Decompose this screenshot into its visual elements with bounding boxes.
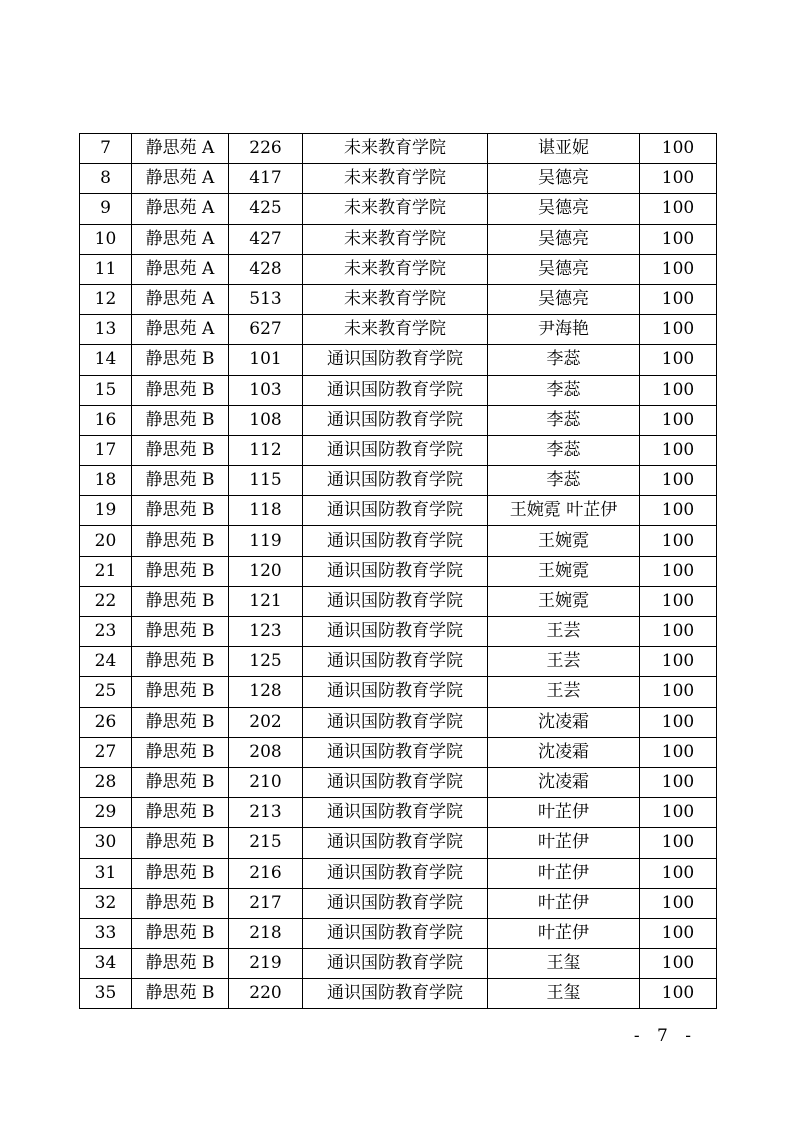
cell-score: 100 <box>640 767 717 797</box>
cell-row-number: 26 <box>80 707 132 737</box>
cell-score: 100 <box>640 828 717 858</box>
cell-room: 121 <box>229 586 303 616</box>
cell-building: 静思苑 A <box>132 284 229 314</box>
cell-row-number: 30 <box>80 828 132 858</box>
cell-teacher: 王婉霓 <box>488 586 640 616</box>
cell-teacher: 谌亚妮 <box>488 134 640 164</box>
cell-teacher: 王玺 <box>488 979 640 1009</box>
cell-row-number: 7 <box>80 134 132 164</box>
table-row <box>80 466 717 496</box>
cell-building: 静思苑 B <box>132 858 229 888</box>
cell-building: 静思苑 A <box>132 134 229 164</box>
cell-building: 静思苑 B <box>132 466 229 496</box>
cell-score: 100 <box>640 647 717 677</box>
cell-college: 通识国防教育学院 <box>303 586 488 616</box>
cell-row-number: 13 <box>80 315 132 345</box>
cell-row-number: 8 <box>80 164 132 194</box>
cell-building: 静思苑 B <box>132 345 229 375</box>
cell-building: 静思苑 A <box>132 164 229 194</box>
cell-teacher: 李蕊 <box>488 345 640 375</box>
cell-room: 417 <box>229 164 303 194</box>
cell-teacher: 王芸 <box>488 677 640 707</box>
cell-room: 428 <box>229 254 303 284</box>
cell-row-number: 19 <box>80 496 132 526</box>
cell-teacher: 沈凌霜 <box>488 707 640 737</box>
table-row <box>80 254 717 284</box>
cell-row-number: 9 <box>80 194 132 224</box>
cell-college: 未来教育学院 <box>303 194 488 224</box>
cell-score: 100 <box>640 284 717 314</box>
cell-teacher: 王婉霓 <box>488 556 640 586</box>
cell-college: 通识国防教育学院 <box>303 888 488 918</box>
cell-room: 215 <box>229 828 303 858</box>
cell-building: 静思苑 A <box>132 254 229 284</box>
cell-college: 通识国防教育学院 <box>303 737 488 767</box>
cell-room: 220 <box>229 979 303 1009</box>
cell-building: 静思苑 B <box>132 888 229 918</box>
cell-row-number: 29 <box>80 798 132 828</box>
cell-building: 静思苑 B <box>132 496 229 526</box>
cell-teacher: 李蕊 <box>488 405 640 435</box>
cell-building: 静思苑 B <box>132 556 229 586</box>
cell-college: 通识国防教育学院 <box>303 858 488 888</box>
cell-college: 未来教育学院 <box>303 224 488 254</box>
cell-row-number: 14 <box>80 345 132 375</box>
cell-building: 静思苑 A <box>132 224 229 254</box>
cell-score: 100 <box>640 979 717 1009</box>
cell-college: 未来教育学院 <box>303 254 488 284</box>
cell-score: 100 <box>640 677 717 707</box>
cell-row-number: 10 <box>80 224 132 254</box>
cell-teacher: 沈凌霜 <box>488 737 640 767</box>
table-row <box>80 224 717 254</box>
cell-building: 静思苑 B <box>132 979 229 1009</box>
cell-score: 100 <box>640 254 717 284</box>
cell-row-number: 22 <box>80 586 132 616</box>
table-row <box>80 767 717 797</box>
cell-teacher: 王婉霓 叶芷伊 <box>488 496 640 526</box>
table-row <box>80 194 717 224</box>
cell-building: 静思苑 B <box>132 707 229 737</box>
cell-row-number: 27 <box>80 737 132 767</box>
cell-college: 通识国防教育学院 <box>303 949 488 979</box>
cell-teacher: 叶芷伊 <box>488 828 640 858</box>
cell-score: 100 <box>640 375 717 405</box>
cell-score: 100 <box>640 345 717 375</box>
cell-row-number: 12 <box>80 284 132 314</box>
cell-score: 100 <box>640 405 717 435</box>
cell-score: 100 <box>640 164 717 194</box>
cell-college: 通识国防教育学院 <box>303 647 488 677</box>
cell-building: 静思苑 B <box>132 918 229 948</box>
cell-college: 通识国防教育学院 <box>303 405 488 435</box>
cell-score: 100 <box>640 858 717 888</box>
cell-room: 425 <box>229 194 303 224</box>
cell-row-number: 28 <box>80 767 132 797</box>
cell-row-number: 32 <box>80 888 132 918</box>
cell-row-number: 16 <box>80 405 132 435</box>
cell-college: 通识国防教育学院 <box>303 375 488 405</box>
cell-building: 静思苑 B <box>132 767 229 797</box>
table-row <box>80 858 717 888</box>
cell-room: 208 <box>229 737 303 767</box>
cell-room: 627 <box>229 315 303 345</box>
cell-building: 静思苑 B <box>132 798 229 828</box>
cell-college: 通识国防教育学院 <box>303 798 488 828</box>
cell-row-number: 11 <box>80 254 132 284</box>
cell-room: 219 <box>229 949 303 979</box>
cell-building: 静思苑 B <box>132 586 229 616</box>
cell-building: 静思苑 B <box>132 737 229 767</box>
cell-score: 100 <box>640 888 717 918</box>
table-row <box>80 918 717 948</box>
cell-row-number: 25 <box>80 677 132 707</box>
cell-college: 通识国防教育学院 <box>303 345 488 375</box>
cell-row-number: 20 <box>80 526 132 556</box>
table-row <box>80 405 717 435</box>
cell-teacher: 吴德亮 <box>488 284 640 314</box>
cell-teacher: 李蕊 <box>488 466 640 496</box>
cell-teacher: 叶芷伊 <box>488 858 640 888</box>
cell-row-number: 15 <box>80 375 132 405</box>
cell-room: 101 <box>229 345 303 375</box>
cell-college: 未来教育学院 <box>303 134 488 164</box>
table-body <box>80 134 717 1009</box>
cell-building: 静思苑 B <box>132 949 229 979</box>
cell-room: 108 <box>229 405 303 435</box>
cell-teacher: 叶芷伊 <box>488 918 640 948</box>
cell-room: 128 <box>229 677 303 707</box>
cell-college: 通识国防教育学院 <box>303 677 488 707</box>
cell-college: 通识国防教育学院 <box>303 617 488 647</box>
cell-building: 静思苑 B <box>132 375 229 405</box>
cell-teacher: 王芸 <box>488 647 640 677</box>
cell-room: 115 <box>229 466 303 496</box>
table-row <box>80 828 717 858</box>
table-row <box>80 556 717 586</box>
table-row <box>80 526 717 556</box>
cell-room: 125 <box>229 647 303 677</box>
table-row <box>80 737 717 767</box>
cell-score: 100 <box>640 949 717 979</box>
cell-row-number: 21 <box>80 556 132 586</box>
cell-room: 202 <box>229 707 303 737</box>
table-row <box>80 949 717 979</box>
cell-building: 静思苑 B <box>132 405 229 435</box>
cell-score: 100 <box>640 466 717 496</box>
cell-college: 未来教育学院 <box>303 164 488 194</box>
cell-teacher: 沈凌霜 <box>488 767 640 797</box>
cell-row-number: 35 <box>80 979 132 1009</box>
table-row <box>80 345 717 375</box>
cell-score: 100 <box>640 194 717 224</box>
cell-building: 静思苑 B <box>132 647 229 677</box>
cell-row-number: 18 <box>80 466 132 496</box>
cell-room: 218 <box>229 918 303 948</box>
cell-score: 100 <box>640 315 717 345</box>
table-row <box>80 435 717 465</box>
table-row <box>80 315 717 345</box>
cell-score: 100 <box>640 556 717 586</box>
cell-room: 210 <box>229 767 303 797</box>
cell-room: 118 <box>229 496 303 526</box>
cell-building: 静思苑 B <box>132 828 229 858</box>
table-row <box>80 798 717 828</box>
table-row <box>80 888 717 918</box>
cell-teacher: 王婉霓 <box>488 526 640 556</box>
cell-room: 427 <box>229 224 303 254</box>
table-row <box>80 647 717 677</box>
cell-teacher: 叶芷伊 <box>488 888 640 918</box>
cell-score: 100 <box>640 435 717 465</box>
cell-college: 通识国防教育学院 <box>303 526 488 556</box>
cell-room: 103 <box>229 375 303 405</box>
cell-score: 100 <box>640 586 717 616</box>
table-row <box>80 707 717 737</box>
cell-score: 100 <box>640 737 717 767</box>
table-row <box>80 677 717 707</box>
cell-building: 静思苑 B <box>132 435 229 465</box>
table-row <box>80 134 717 164</box>
cell-building: 静思苑 B <box>132 526 229 556</box>
cell-college: 通识国防教育学院 <box>303 496 488 526</box>
cell-score: 100 <box>640 496 717 526</box>
cell-college: 通识国防教育学院 <box>303 918 488 948</box>
cell-college: 未来教育学院 <box>303 284 488 314</box>
page-number: - 7 - <box>633 1026 697 1046</box>
cell-college: 通识国防教育学院 <box>303 707 488 737</box>
cell-teacher: 吴德亮 <box>488 254 640 284</box>
cell-room: 217 <box>229 888 303 918</box>
cell-building: 静思苑 B <box>132 617 229 647</box>
cell-teacher: 吴德亮 <box>488 224 640 254</box>
cell-row-number: 23 <box>80 617 132 647</box>
cell-college: 通识国防教育学院 <box>303 828 488 858</box>
cell-college: 通识国防教育学院 <box>303 979 488 1009</box>
cell-room: 123 <box>229 617 303 647</box>
table-row <box>80 586 717 616</box>
cell-teacher: 尹海艳 <box>488 315 640 345</box>
table-row <box>80 375 717 405</box>
cell-college: 通识国防教育学院 <box>303 435 488 465</box>
cell-score: 100 <box>640 134 717 164</box>
cell-teacher: 吴德亮 <box>488 164 640 194</box>
cell-row-number: 33 <box>80 918 132 948</box>
cell-score: 100 <box>640 798 717 828</box>
cell-teacher: 李蕊 <box>488 435 640 465</box>
cell-room: 213 <box>229 798 303 828</box>
table-row <box>80 617 717 647</box>
cell-college: 未来教育学院 <box>303 315 488 345</box>
table-row <box>80 979 717 1009</box>
cell-row-number: 31 <box>80 858 132 888</box>
table-row <box>80 164 717 194</box>
cell-score: 100 <box>640 617 717 647</box>
cell-college: 通识国防教育学院 <box>303 556 488 586</box>
cell-teacher: 吴德亮 <box>488 194 640 224</box>
cell-teacher: 王玺 <box>488 949 640 979</box>
cell-score: 100 <box>640 918 717 948</box>
cell-row-number: 17 <box>80 435 132 465</box>
score-table <box>79 133 717 1009</box>
cell-building: 静思苑 A <box>132 194 229 224</box>
cell-teacher: 李蕊 <box>488 375 640 405</box>
cell-college: 通识国防教育学院 <box>303 767 488 797</box>
cell-teacher: 叶芷伊 <box>488 798 640 828</box>
cell-room: 119 <box>229 526 303 556</box>
cell-row-number: 34 <box>80 949 132 979</box>
table-row <box>80 284 717 314</box>
table-row <box>80 496 717 526</box>
cell-room: 112 <box>229 435 303 465</box>
cell-building: 静思苑 A <box>132 315 229 345</box>
cell-score: 100 <box>640 526 717 556</box>
cell-row-number: 24 <box>80 647 132 677</box>
cell-room: 120 <box>229 556 303 586</box>
cell-building: 静思苑 B <box>132 677 229 707</box>
cell-college: 通识国防教育学院 <box>303 466 488 496</box>
cell-score: 100 <box>640 707 717 737</box>
cell-score: 100 <box>640 224 717 254</box>
cell-room: 226 <box>229 134 303 164</box>
cell-room: 513 <box>229 284 303 314</box>
cell-teacher: 王芸 <box>488 617 640 647</box>
cell-room: 216 <box>229 858 303 888</box>
